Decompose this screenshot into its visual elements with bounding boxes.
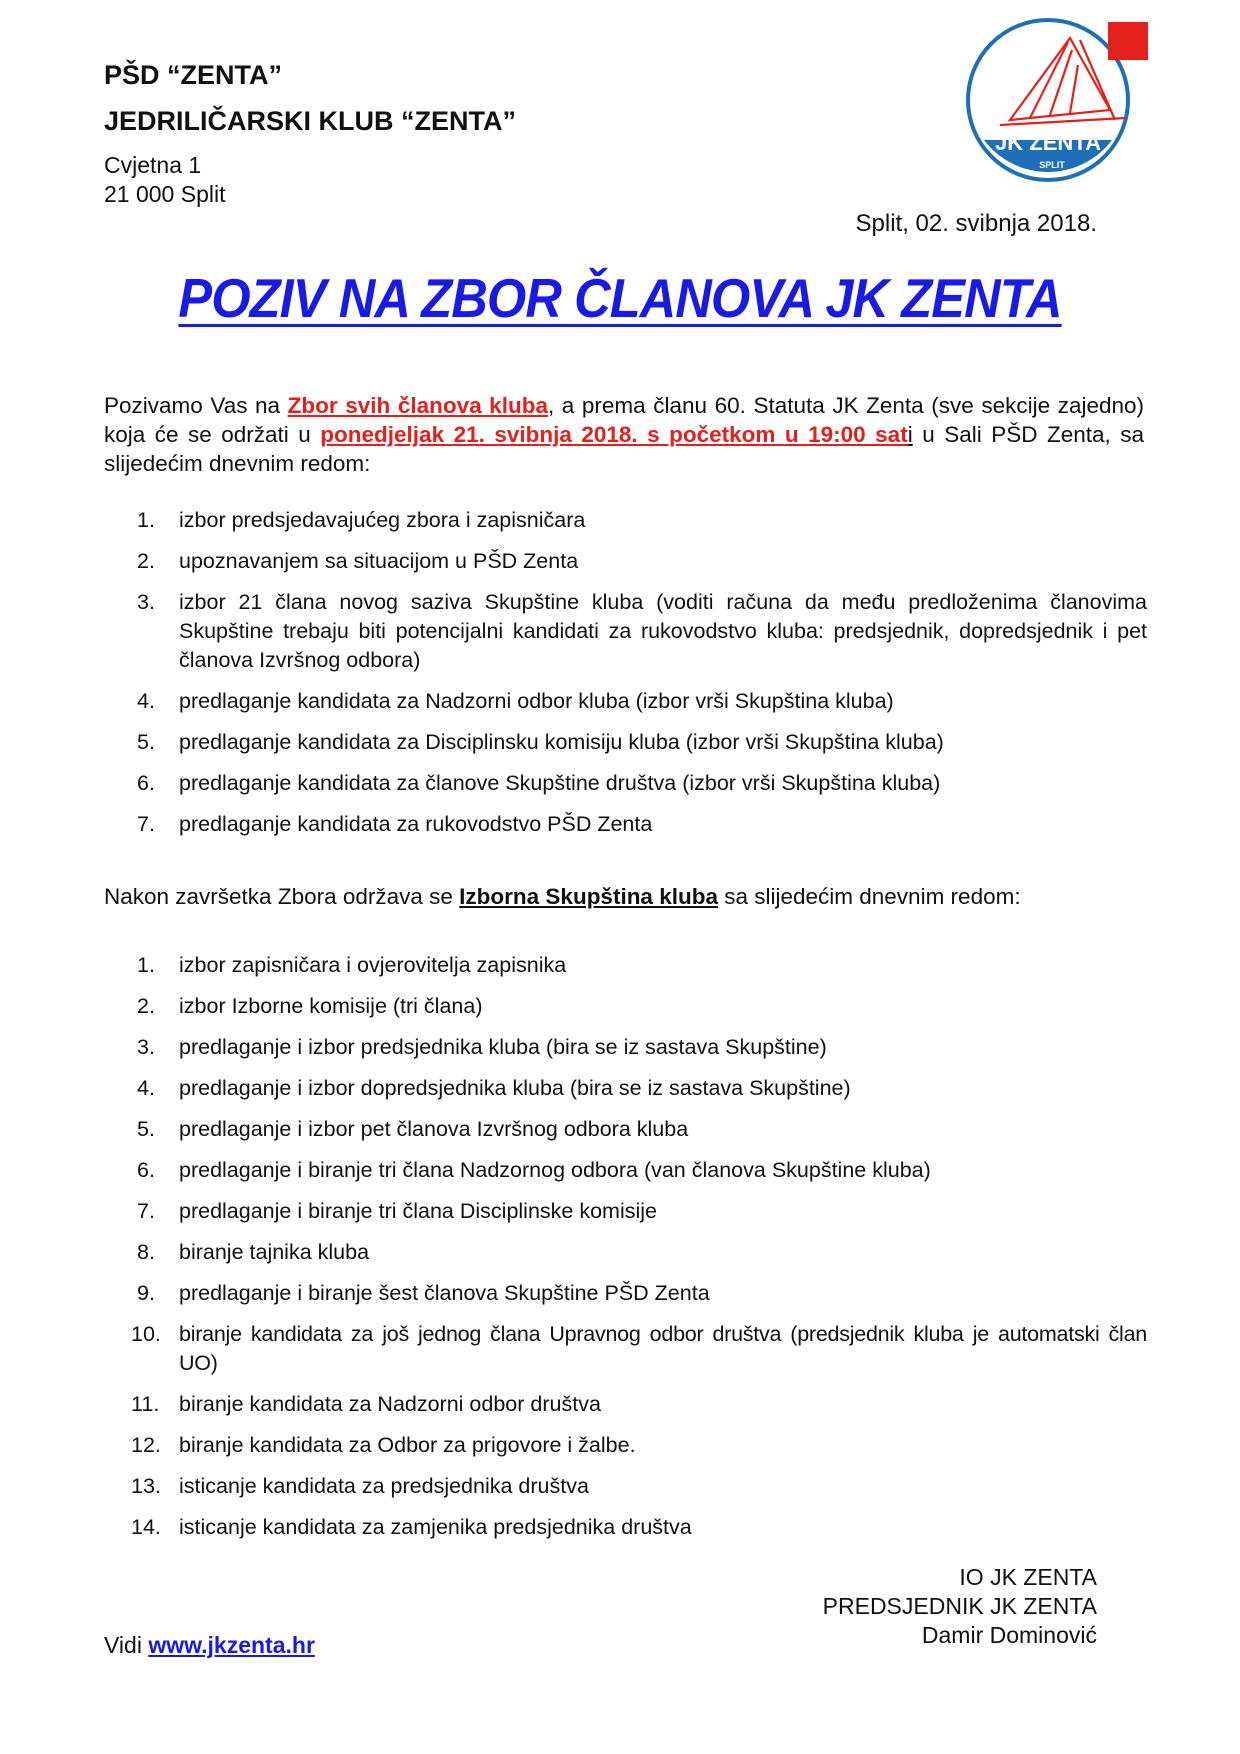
club-name: JEDRILIČARSKI KLUB “ZENTA”: [104, 106, 517, 136]
intro-text-3: u Sali PŠD Zenta, sa slijedećim dnevnim redom:: [104, 422, 1144, 476]
signature-block: [823, 1563, 1097, 1650]
agenda-list-skupstina: [131, 951, 1147, 1542]
list-item: 7. predlaganje kandidata za rukovodstvo PŠD Zenta: [137, 812, 653, 836]
intro-paragraph: [104, 391, 1144, 478]
list-item: 3. izbor 21 člana novog saziva Skupštine kluba (voditi računa da među predloženima članovima Skupštine trebaju biti potencijalni kandidati za rukovodstvo kluba: predsjednik, dopredsjednik i pet članova Izvršnog odbora): [137, 590, 1147, 672]
list-item: 7. predlaganje i biranje tri člana Disciplinske komisije: [137, 1199, 657, 1223]
agenda-list-zbor: [137, 506, 1147, 839]
logo-subtext: SPLIT: [1039, 160, 1065, 170]
jk-zenta-logo: [960, 10, 1160, 185]
list-item: 5. predlaganje kandidata za Disciplinsku komisiju kluba (izbor vrši Skupština kluba): [137, 730, 944, 754]
list-item: 4. predlaganje i izbor dopredsjednika kluba (bira se iz sastava Skupštine): [137, 1076, 851, 1100]
intro-text-2: , a prema članu 60. Statuta JK Zenta (sve sekcije zajedno) koja će se održati u: [104, 393, 1144, 447]
list-item: 1. izbor predsjedavajućeg zbora i zapisničara: [137, 508, 586, 532]
intro-highlight-meeting: Zbor svih članova kluba: [287, 393, 548, 418]
list-item: 10. biranje kandidata za još jednog člana Upravnog odbor društva (predsjednik kluba je automatski član UO): [131, 1322, 1147, 1375]
address-street: Cvjetna 1: [104, 152, 202, 178]
signature-name: Damir Dominović: [921, 1622, 1097, 1648]
list-item: 3. predlaganje i izbor predsjednika kluba (bira se iz sastava Skupštine): [137, 1035, 827, 1059]
list-item: 6. predlaganje kandidata za članove Skupštine društva (izbor vrši Skupština kluba): [137, 771, 941, 795]
website-link[interactable]: www.jkzenta.hr: [148, 1632, 315, 1658]
list-item: 1. izbor zapisničara i ovjerovitelja zapisnika: [137, 953, 567, 977]
intro-highlight-date-end: i: [907, 422, 913, 447]
list-item: 11. biranje kandidata za Nadzorni odbor društva: [131, 1392, 601, 1416]
list-item: 13. isticanje kandidata za predsjednika društva: [131, 1474, 589, 1498]
document-date: Split, 02. svibnja 2018.: [855, 210, 1097, 237]
list-item: 5. predlaganje i izbor pet članova Izvršnog odbora kluba: [137, 1117, 689, 1141]
list-item: 4. predlaganje kandidata za Nadzorni odbor kluba (izbor vrši Skupština kluba): [137, 689, 894, 713]
election-assembly-highlight: Izborna Skupština kluba: [459, 884, 718, 909]
logo-text: JK ZENTA: [995, 130, 1101, 155]
list-item: 8. biranje tajnika kluba: [137, 1240, 370, 1264]
signature-board: IO JK ZENTA: [959, 1564, 1097, 1590]
page-title: POZIV NA ZBOR ČLANOVA JK ZENTA: [178, 267, 1062, 329]
org-name: PŠD “ZENTA”: [104, 60, 283, 90]
list-item: 2. izbor Izborne komisije (tri člana): [137, 994, 483, 1018]
intro-text-1: Pozivamo Vas na: [104, 393, 288, 418]
intro-highlight-date: ponedjeljak 21. svibnja 2018. s početkom u 19:00 sat: [320, 422, 908, 447]
list-item: 6. predlaganje i biranje tri člana Nadzornog odbora (van članova Skupštine kluba): [137, 1158, 931, 1182]
list-item: 12. biranje kandidata za Odbor za prigovore i žalbe.: [131, 1433, 636, 1457]
signature-title: PREDSJEDNIK JK ZENTA: [822, 1593, 1097, 1619]
footer-website: Vidi www.jkzenta.hr: [104, 1632, 315, 1658]
list-item: 2. upoznavanjem sa situacijom u PŠD Zenta: [137, 549, 579, 573]
address-city: 21 000 Split: [104, 181, 226, 207]
list-item: 14. isticanje kandidata za zamjenika predsjednika društva: [131, 1515, 692, 1539]
election-paragraph: Nakon završetka Zbora održava se Izborna Skupština kluba sa slijedećim dnevnim redom:: [104, 884, 1021, 909]
list-item: 9. predlaganje i biranje šest članova Skupštine PŠD Zenta: [137, 1281, 710, 1305]
